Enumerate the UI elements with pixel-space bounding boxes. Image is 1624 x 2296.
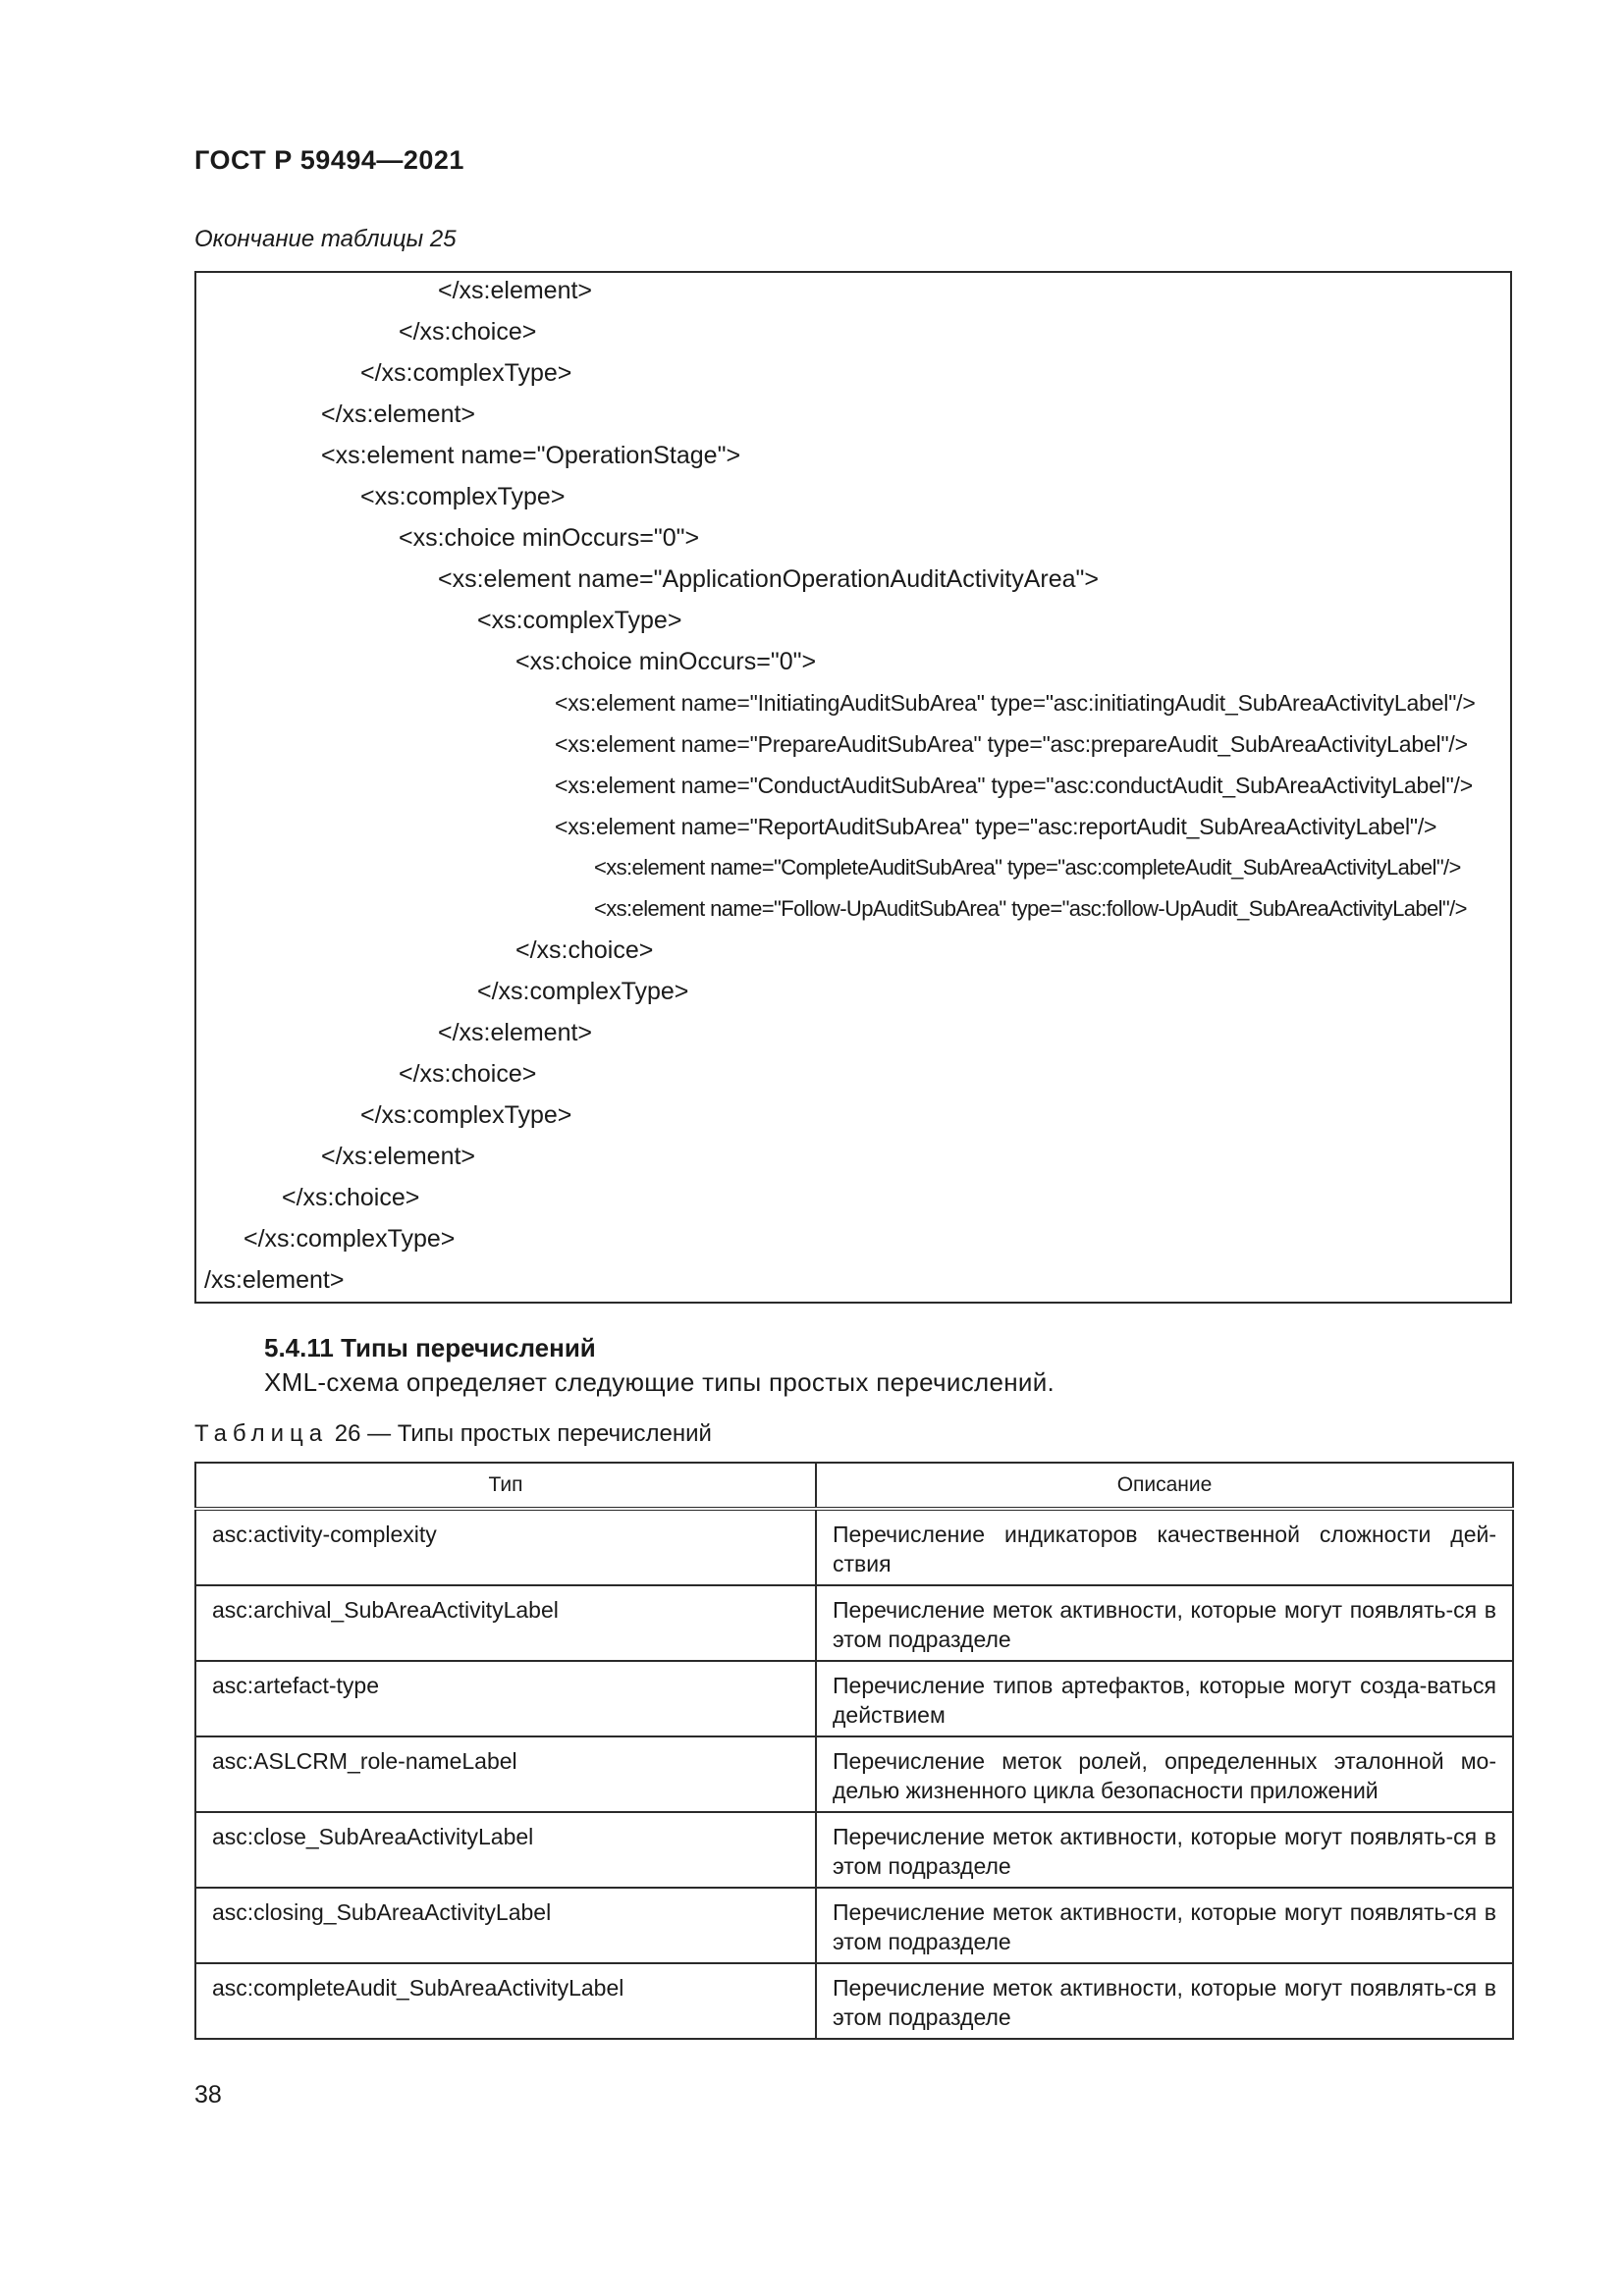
- code-line: <xs:complexType>: [360, 483, 566, 510]
- description-cell: Перечисление меток ролей, определенных эталонной мо-делью жизненного цикла безопасности приложений: [816, 1736, 1513, 1812]
- page-number: 38: [194, 2081, 222, 2109]
- type-cell: asc:archival_SubAreaActivityLabel: [195, 1585, 816, 1661]
- code-line: </xs:choice>: [399, 1060, 537, 1088]
- code-line: </xs:element>: [321, 400, 476, 428]
- code-line: <xs:element name="ConductAuditSubArea" type="asc:conductAudit_SubAreaActivityLabel"/>: [555, 773, 1473, 798]
- table-caption-title: 26 — Типы простых перечислений: [328, 1420, 712, 1447]
- table-row: [195, 1888, 1513, 1963]
- type-cell: asc:closing_SubAreaActivityLabel: [195, 1888, 816, 1963]
- code-line: <xs:choice minOccurs="0">: [399, 524, 700, 552]
- table-continuation-caption: Окончание таблицы 25: [194, 226, 457, 252]
- description-cell: Перечисление меток активности, которые могут появлять-ся в этом подразделе: [816, 1585, 1513, 1661]
- table-row: [195, 1661, 1513, 1736]
- code-line: </xs:complexType>: [477, 978, 689, 1005]
- code-line: /xs:element>: [204, 1266, 345, 1294]
- code-line: <xs:element name="InitiatingAuditSubArea" type="asc:initiatingAudit_SubAreaActivityLabel"/>: [555, 690, 1476, 716]
- code-line: <xs:element name="CompleteAuditSubArea" type="asc:completeAudit_SubAreaActivityLabel"/>: [594, 855, 1461, 880]
- description-cell: Перечисление индикаторов качественной сложности дей-ствия: [816, 1509, 1513, 1585]
- type-cell: asc:ASLCRM_role-nameLabel: [195, 1736, 816, 1812]
- code-line: <xs:complexType>: [477, 607, 682, 634]
- code-line: </xs:choice>: [282, 1184, 420, 1211]
- code-line: </xs:complexType>: [360, 359, 572, 387]
- document-header: ГОСТ Р 59494—2021: [194, 145, 464, 175]
- code-line: </xs:element>: [321, 1143, 476, 1170]
- enumeration-types-table: [194, 1462, 1514, 2040]
- table-caption-word: Таблица: [194, 1420, 329, 1447]
- table-row: [195, 1585, 1513, 1661]
- column-header-type: Тип: [195, 1463, 816, 1509]
- table-row: [195, 1812, 1513, 1888]
- code-line: <xs:element name="Follow-UpAuditSubArea" type="asc:follow-UpAudit_SubAreaActivityLabel"/>: [594, 896, 1467, 921]
- code-line: </xs:choice>: [399, 318, 537, 346]
- type-cell: asc:activity-complexity: [195, 1509, 816, 1585]
- code-line: <xs:element name="ReportAuditSubArea" type="asc:reportAudit_SubAreaActivityLabel"/>: [555, 814, 1437, 839]
- table-caption: [194, 1420, 712, 1448]
- code-line: </xs:element>: [438, 277, 593, 304]
- table-row: [195, 1963, 1513, 2039]
- description-cell: Перечисление меток активности, которые могут появлять-ся в этом подразделе: [816, 1812, 1513, 1888]
- type-cell: asc:close_SubAreaActivityLabel: [195, 1812, 816, 1888]
- xml-code-block: [194, 271, 1512, 1304]
- description-cell: Перечисление меток активности, которые могут появлять-ся в этом подразделе: [816, 1888, 1513, 1963]
- code-line: <xs:element name="OperationStage">: [321, 442, 741, 469]
- code-line: <xs:element name="ApplicationOperationAuditActivityArea">: [438, 565, 1099, 593]
- column-header-description: Описание: [816, 1463, 1513, 1509]
- code-line: <xs:choice minOccurs="0">: [515, 648, 817, 675]
- table-row: [195, 1736, 1513, 1812]
- code-line: </xs:choice>: [515, 936, 654, 964]
- description-cell: Перечисление типов артефактов, которые могут созда-ваться действием: [816, 1661, 1513, 1736]
- section-heading: 5.4.11 Типы перечислений: [264, 1333, 596, 1362]
- code-line: <xs:element name="PrepareAuditSubArea" type="asc:prepareAudit_SubAreaActivityLabel"/>: [555, 731, 1468, 757]
- description-cell: Перечисление меток активности, которые могут появлять-ся в этом подразделе: [816, 1963, 1513, 2039]
- type-cell: asc:artefact-type: [195, 1661, 816, 1736]
- table-header-row: [195, 1463, 1513, 1509]
- section-intro: XML-схема определяет следующие типы простых перечислений.: [264, 1367, 1056, 1397]
- code-line: </xs:complexType>: [244, 1225, 456, 1253]
- type-cell: asc:completeAudit_SubAreaActivityLabel: [195, 1963, 816, 2039]
- table-row: [195, 1509, 1513, 1585]
- code-line: </xs:complexType>: [360, 1101, 572, 1129]
- code-line: </xs:element>: [438, 1019, 593, 1046]
